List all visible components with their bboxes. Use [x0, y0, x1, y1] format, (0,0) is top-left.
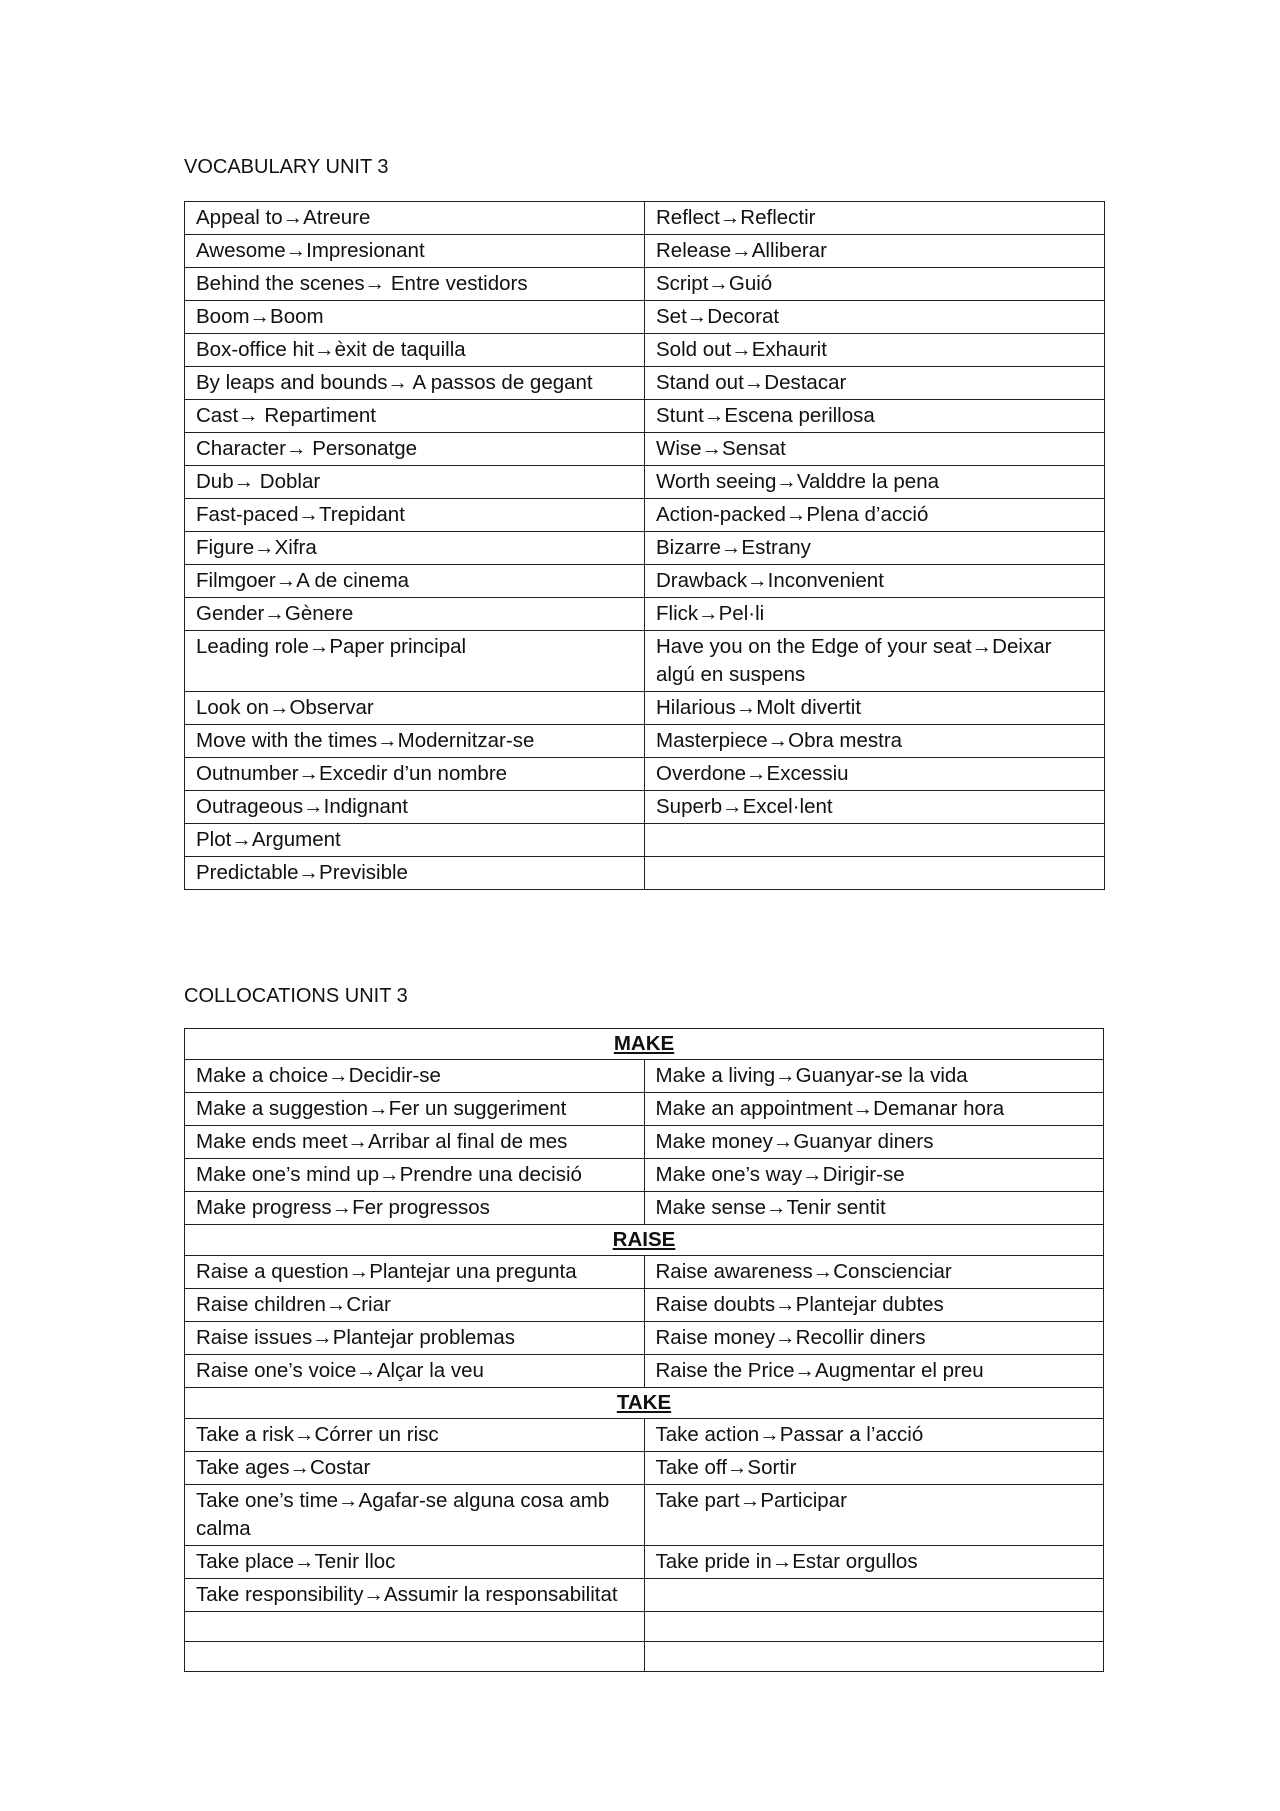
table-cell: Raise issues→Plantejar problemas [185, 1322, 645, 1355]
table-cell: Make a living→Guanyar-se la vida [644, 1060, 1104, 1093]
collocations-title: COLLOCATIONS UNIT 3 [184, 985, 408, 1007]
table-row [185, 301, 1105, 334]
table-row [185, 400, 1105, 433]
table-row [185, 532, 1105, 565]
table-cell: Move with the times→Modernitzar-se [185, 725, 645, 758]
table-cell: Stunt→Escena perillosa [645, 400, 1105, 433]
table-cell: Hilarious→Molt divertit [645, 692, 1105, 725]
table-row [185, 692, 1105, 725]
table-row [185, 1355, 1104, 1388]
table-cell: Flick→Pel·li [645, 598, 1105, 631]
table-cell: Gender→Gènere [185, 598, 645, 631]
table-row [185, 1485, 1104, 1546]
table-cell [644, 1612, 1104, 1642]
table-row [185, 268, 1105, 301]
table-cell [644, 1642, 1104, 1672]
table-cell: Set→Decorat [645, 301, 1105, 334]
table-row [185, 1612, 1104, 1642]
table-cell: Raise the Price→Augmentar el preu [644, 1355, 1104, 1388]
section-heading-raise: RAISE [185, 1225, 1104, 1256]
section-heading-make: MAKE [185, 1029, 1104, 1060]
section-heading-row [185, 1388, 1104, 1419]
table-row [185, 466, 1105, 499]
table-cell: Raise doubts→Plantejar dubtes [644, 1289, 1104, 1322]
table-cell [185, 1642, 645, 1672]
table-cell: Behind the scenes→ Entre vestidors [185, 268, 645, 301]
table-cell [645, 857, 1105, 890]
table-row [185, 791, 1105, 824]
table-cell: Take one’s time→Agafar-se alguna cosa amb calma [185, 1485, 645, 1546]
table-row [185, 824, 1105, 857]
table-row [185, 598, 1105, 631]
table-cell: Wise→Sensat [645, 433, 1105, 466]
table-cell: Figure→Xifra [185, 532, 645, 565]
table-cell: Awesome→Impresionant [185, 235, 645, 268]
table-row [185, 1546, 1104, 1579]
table-cell: By leaps and bounds→ A passos de gegant [185, 367, 645, 400]
table-cell: Make a suggestion→Fer un suggeriment [185, 1093, 645, 1126]
table-cell: Reflect→Reflectir [645, 202, 1105, 235]
table-cell: Release→Alliberar [645, 235, 1105, 268]
table-cell: Fast-paced→Trepidant [185, 499, 645, 532]
table-cell: Box-office hit→èxit de taquilla [185, 334, 645, 367]
table-cell: Raise a question→Plantejar una pregunta [185, 1256, 645, 1289]
table-cell: Look on→Observar [185, 692, 645, 725]
table-cell: Raise one’s voice→Alçar la veu [185, 1355, 645, 1388]
table-cell: Script→Guió [645, 268, 1105, 301]
table-row [185, 1192, 1104, 1225]
section-heading-row [185, 1029, 1104, 1060]
table-cell: Cast→ Repartiment [185, 400, 645, 433]
table-cell: Character→ Personatge [185, 433, 645, 466]
table-cell: Take place→Tenir lloc [185, 1546, 645, 1579]
table-row [185, 1159, 1104, 1192]
table-row [185, 1452, 1104, 1485]
table-cell: Take part→Participar [644, 1485, 1104, 1546]
table-cell: Take action→Passar a l’acció [644, 1419, 1104, 1452]
table-cell: Take off→Sortir [644, 1452, 1104, 1485]
table-cell: Take pride in→Estar orgullos [644, 1546, 1104, 1579]
table-cell: Raise children→Criar [185, 1289, 645, 1322]
table-cell: Make progress→Fer progressos [185, 1192, 645, 1225]
table-cell: Make money→Guanyar diners [644, 1126, 1104, 1159]
table-row [185, 1322, 1104, 1355]
table-row [185, 1642, 1104, 1672]
section-heading-take: TAKE [185, 1388, 1104, 1419]
table-cell: Plot→Argument [185, 824, 645, 857]
table-cell: Sold out→Exhaurit [645, 334, 1105, 367]
table-cell: Action-packed→Plena d’acció [645, 499, 1105, 532]
table-cell: Make sense→Tenir sentit [644, 1192, 1104, 1225]
table-cell: Outrageous→Indignant [185, 791, 645, 824]
table-cell: Take ages→Costar [185, 1452, 645, 1485]
table-cell: Masterpiece→Obra mestra [645, 725, 1105, 758]
table-cell: Make an appointment→Demanar hora [644, 1093, 1104, 1126]
table-row [185, 235, 1105, 268]
table-row [185, 725, 1105, 758]
table-cell [645, 824, 1105, 857]
table-row [185, 202, 1105, 235]
table-cell: Make one’s way→Dirigir-se [644, 1159, 1104, 1192]
table-row [185, 433, 1105, 466]
table-row [185, 758, 1105, 791]
table-cell: Stand out→Destacar [645, 367, 1105, 400]
table-cell: Filmgoer→A de cinema [185, 565, 645, 598]
table-cell: Superb→Excel·lent [645, 791, 1105, 824]
table-cell: Make a choice→Decidir-se [185, 1060, 645, 1093]
vocabulary-title: VOCABULARY UNIT 3 [184, 156, 389, 178]
table-cell: Bizarre→Estrany [645, 532, 1105, 565]
table-row [185, 1093, 1104, 1126]
table-row [185, 499, 1105, 532]
table-cell: Worth seeing→Valddre la pena [645, 466, 1105, 499]
table-row [185, 1060, 1104, 1093]
table-cell: Take responsibility→Assumir la responsabilitat [185, 1579, 645, 1612]
table-cell: Predictable→Previsible [185, 857, 645, 890]
section-heading-row [185, 1225, 1104, 1256]
table-cell: Leading role→Paper principal [185, 631, 645, 692]
table-row [185, 1289, 1104, 1322]
table-row [185, 1579, 1104, 1612]
table-cell: Outnumber→Excedir d’un nombre [185, 758, 645, 791]
table-cell: Boom→Boom [185, 301, 645, 334]
table-row [185, 1126, 1104, 1159]
table-row [185, 857, 1105, 890]
table-row [185, 1256, 1104, 1289]
table-cell: Dub→ Doblar [185, 466, 645, 499]
table-row [185, 631, 1105, 692]
table-cell: Have you on the Edge of your seat→Deixar algú en suspens [645, 631, 1105, 692]
table-cell [185, 1612, 645, 1642]
table-row [185, 334, 1105, 367]
table-cell: Make ends meet→Arribar al final de mes [185, 1126, 645, 1159]
table-row [185, 565, 1105, 598]
table-row [185, 367, 1105, 400]
collocations-table [184, 1028, 1104, 1672]
table-cell: Overdone→Excessiu [645, 758, 1105, 791]
table-cell [644, 1579, 1104, 1612]
table-cell: Appeal to→Atreure [185, 202, 645, 235]
table-row [185, 1419, 1104, 1452]
table-cell: Take a risk→Córrer un risc [185, 1419, 645, 1452]
table-cell: Drawback→Inconvenient [645, 565, 1105, 598]
vocabulary-table [184, 201, 1105, 890]
table-cell: Raise money→Recollir diners [644, 1322, 1104, 1355]
table-cell: Make one’s mind up→Prendre una decisió [185, 1159, 645, 1192]
table-cell: Raise awareness→Conscienciar [644, 1256, 1104, 1289]
